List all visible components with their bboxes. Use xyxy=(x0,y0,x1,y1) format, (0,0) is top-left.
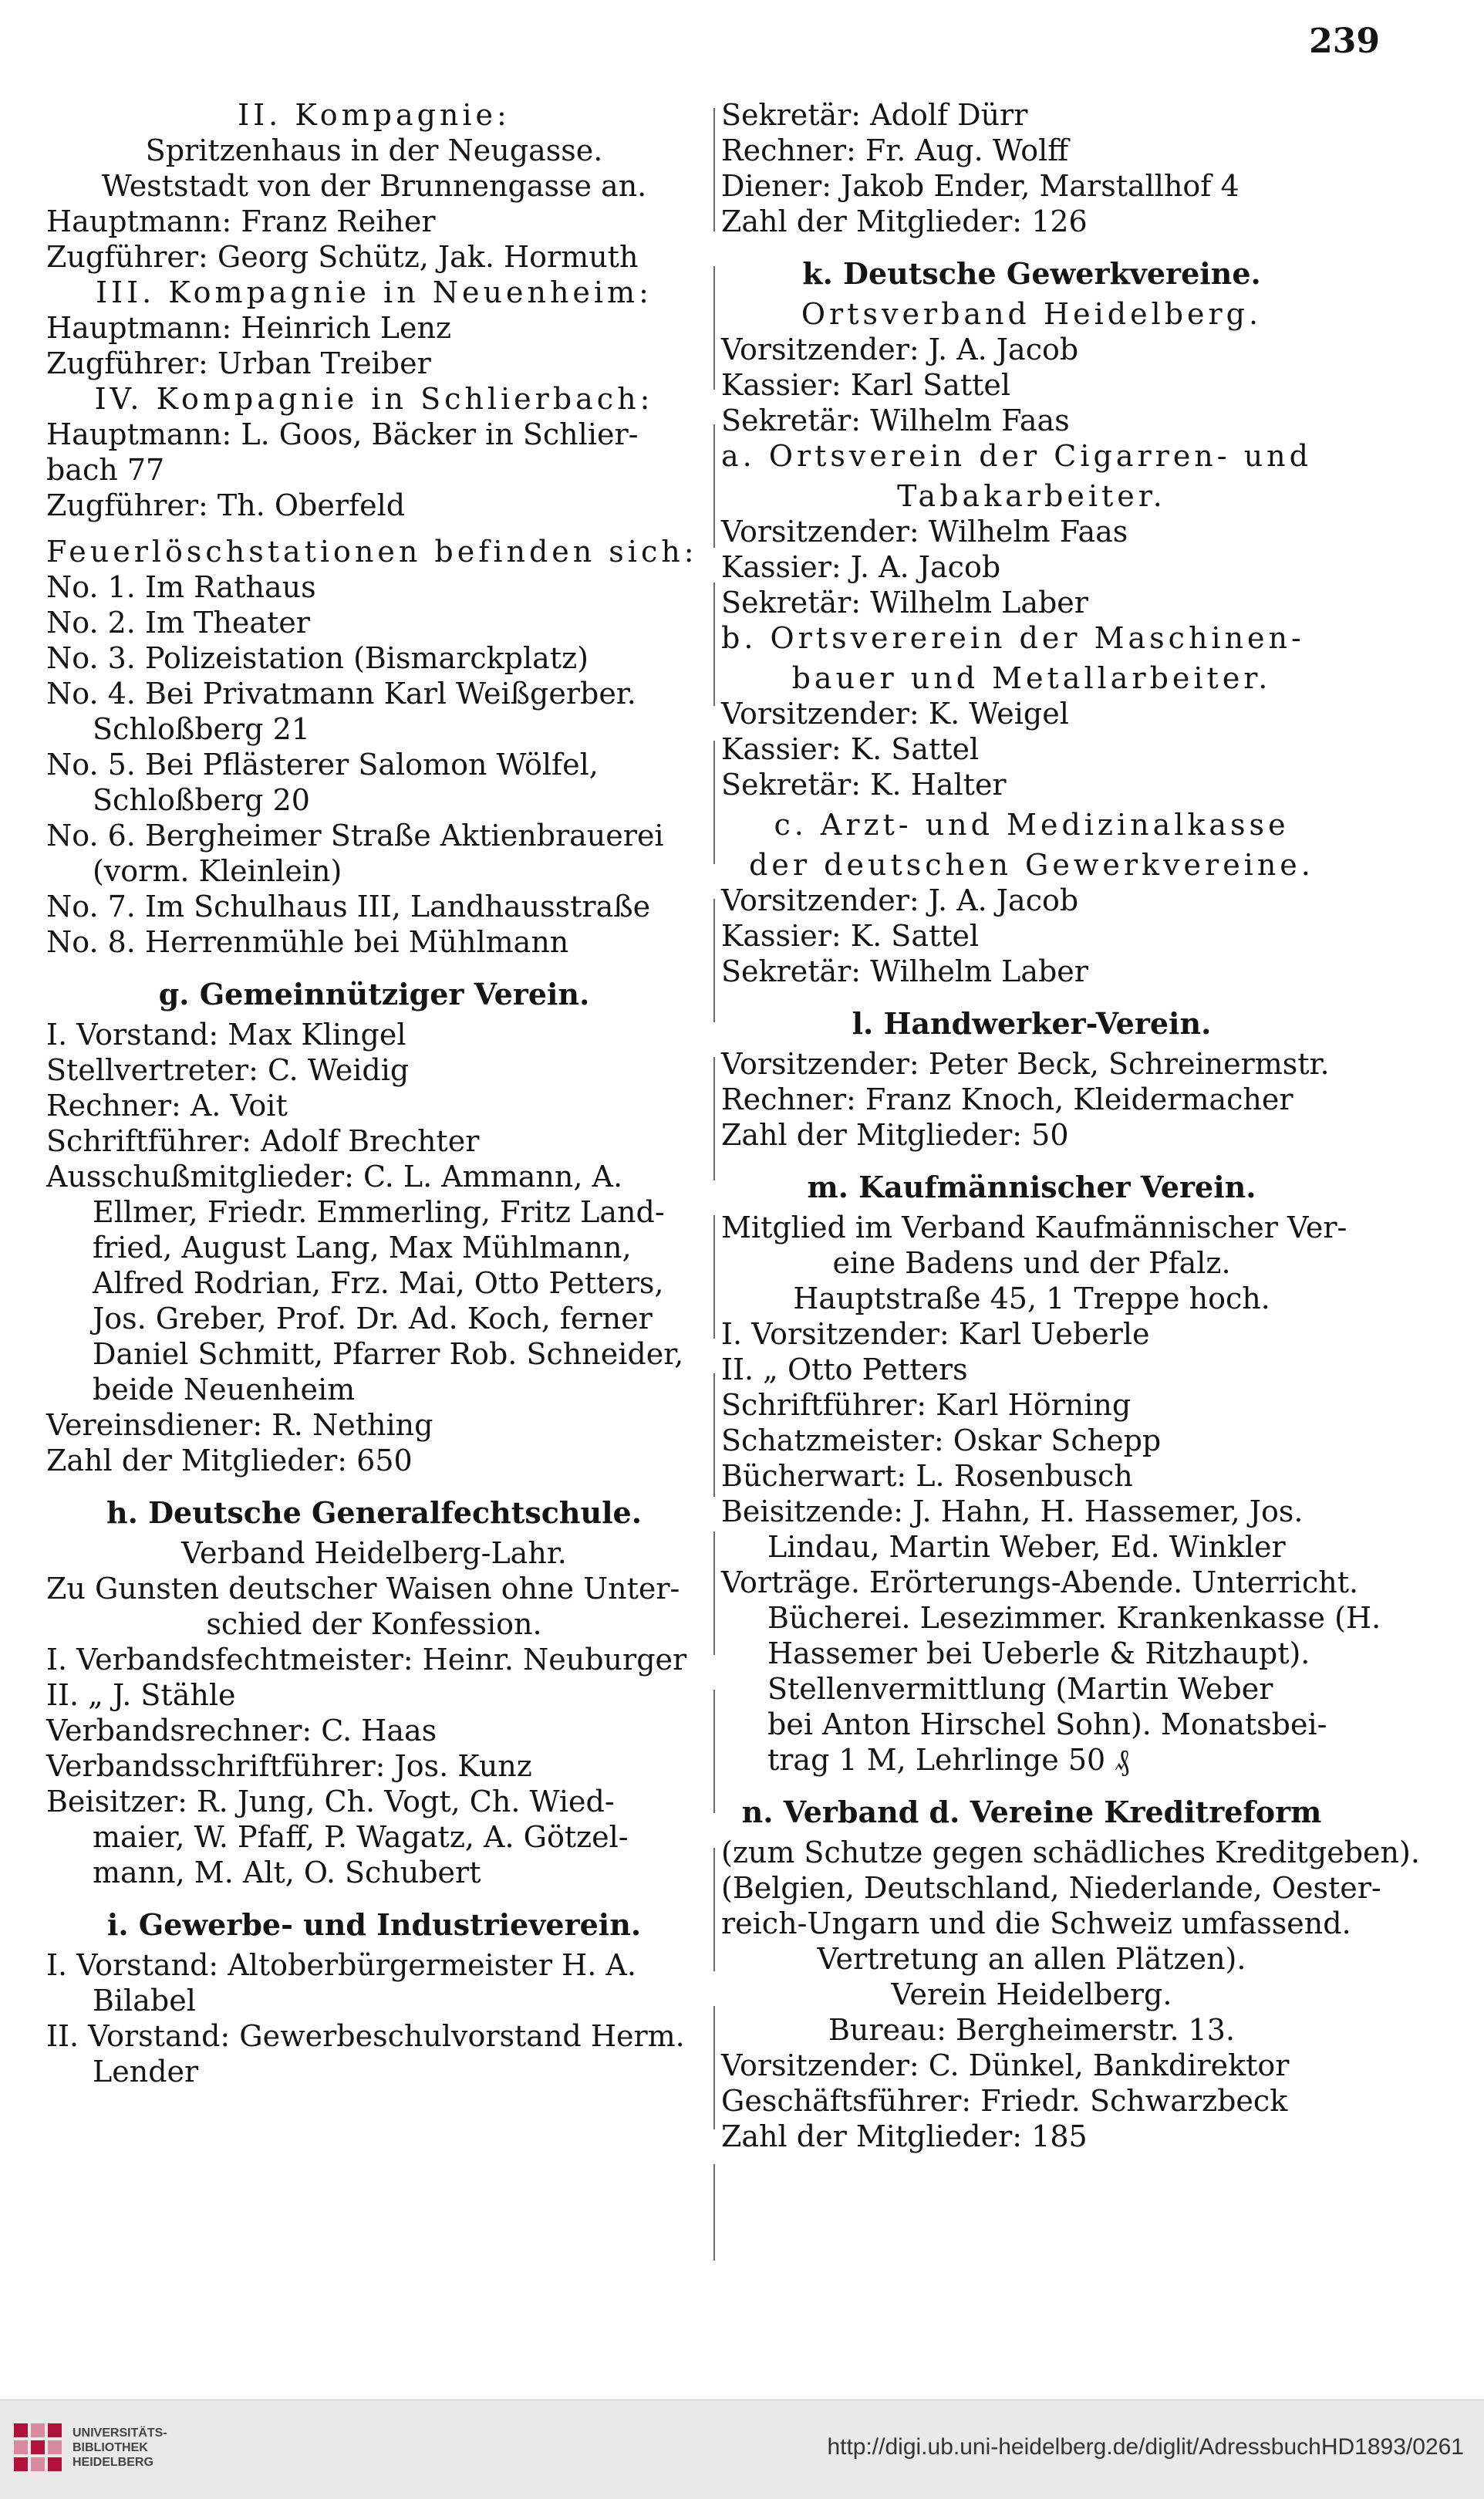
text-line: Schloßberg 21 xyxy=(93,712,310,746)
text-line: Zahl der Mitglieder: 126 xyxy=(721,204,1088,238)
text-line: Ausschußmitglieder: C. L. Ammann, A. xyxy=(46,1160,623,1194)
text-line: Zahl der Mitglieder: 185 xyxy=(721,2119,1088,2153)
text-line: Verband Heidelberg-Lahr. xyxy=(181,1536,567,1570)
text-line: Vorsitzender: Wilhelm Faas xyxy=(721,515,1128,549)
text-line: Sekretär: Wilhelm Laber xyxy=(721,586,1088,620)
text-line: reich-Ungarn und die Schweiz umfassend. xyxy=(721,1906,1351,1940)
column-divider xyxy=(713,108,715,2261)
text-line: Zugführer: Urban Treiber xyxy=(46,346,431,380)
text-line: IV. Kompagnie in Schlierbach: xyxy=(94,382,654,416)
text-line: I. Vorstand: Altoberbürgermeister H. A. xyxy=(46,1948,636,1982)
text-line: No. 6. Bergheimer Straße Aktienbrauerei xyxy=(46,819,664,853)
text-line: II. „ Otto Petters xyxy=(721,1352,968,1386)
text-line: Alfred Rodrian, Frz. Mai, Otto Petters, xyxy=(93,1266,664,1300)
section-heading: h. Deutsche Generalfechtschule. xyxy=(106,1495,642,1530)
text-line: Kassier: K. Sattel xyxy=(721,732,980,766)
text-line: Beisitzende: J. Hahn, H. Hassemer, Jos. xyxy=(721,1494,1304,1528)
text-line: No. 7. Im Schulhaus III, Landhausstraße xyxy=(46,890,651,924)
text-line: Weststadt von der Brunnengasse an. xyxy=(101,169,647,203)
text-line: Jos. Greber, Prof. Dr. Ad. Koch, ferner xyxy=(93,1302,653,1336)
text-line: Verbandsrechner: C. Haas xyxy=(46,1714,437,1748)
text-line: b. Ortsvererein der Maschinen- xyxy=(721,621,1305,655)
text-line: Vereinsdiener: R. Nething xyxy=(46,1408,433,1442)
text-line: I. Vorsitzender: Karl Ueberle xyxy=(721,1317,1150,1351)
text-line: bauer und Metallarbeiter. xyxy=(791,661,1272,695)
library-logo[interactable] xyxy=(14,2423,167,2471)
text-line: Vertretung an allen Plätzen). xyxy=(817,1942,1246,1976)
text-line: Bücherei. Lesezimmer. Krankenkasse (H. xyxy=(767,1601,1381,1635)
text-line: Bureau: Bergheimerstr. 13. xyxy=(828,2013,1236,2047)
text-line: Diener: Jakob Ender, Marstallhof 4 xyxy=(721,169,1239,203)
text-line: Kassier: K. Sattel xyxy=(721,919,980,953)
section-heading: k. Deutsche Gewerkvereine. xyxy=(802,256,1261,291)
right-column xyxy=(721,97,1420,2154)
text-line: Sekretär: Wilhelm Laber xyxy=(721,954,1088,988)
footer-bar xyxy=(0,2399,1484,2499)
text-line: Vorsitzender: J. A. Jacob xyxy=(721,883,1079,917)
text-line: Bücherwart: L. Rosenbusch xyxy=(721,1459,1133,1493)
text-line: Stellenvermittlung (Martin Weber xyxy=(767,1672,1273,1706)
section-heading: i. Gewerbe- und Industrieverein. xyxy=(106,1907,642,1942)
text-line: Stellvertreter: C. Weidig xyxy=(46,1053,410,1087)
text-line: mann, M. Alt, O. Schubert xyxy=(93,1856,481,1889)
text-line: I. Verbandsfechtmeister: Heinr. Neuburger xyxy=(46,1643,687,1677)
library-logo-icon xyxy=(14,2423,62,2471)
text-line: Zu Gunsten deutscher Waisen ohne Unter- xyxy=(46,1572,680,1606)
text-line: Lender xyxy=(93,2055,199,2089)
text-line: Zugführer: Th. Oberfeld xyxy=(46,488,406,522)
text-line: Vorträge. Erörterungs-Abende. Unterricht. xyxy=(721,1565,1359,1599)
text-line: No. 1. Im Rathaus xyxy=(46,570,316,604)
text-line: Rechner: A. Voit xyxy=(46,1089,288,1123)
text-line: Feuerlöschstationen befinden sich: xyxy=(46,535,698,569)
text-line: Tabakarbeiter. xyxy=(897,479,1166,513)
text-line: Verein Heidelberg. xyxy=(891,1977,1172,2011)
text-line: schied der Konfession. xyxy=(206,1607,542,1641)
text-line: II. Kompagnie: xyxy=(238,98,511,132)
section-heading: n. Verband d. Vereine Kreditreform xyxy=(741,1795,1322,1829)
text-line: No. 5. Bei Pflästerer Salomon Wölfel, xyxy=(46,748,599,782)
text-line: Bilabel xyxy=(93,1984,196,2018)
text-line: c. Arzt- und Medizinalkasse xyxy=(774,808,1290,842)
text-line: a. Ortsverein der Cigarren- und xyxy=(721,439,1312,473)
text-line: Hauptmann: L. Goos, Bäcker in Schlier- xyxy=(46,417,639,451)
text-line: Sekretär: K. Halter xyxy=(721,768,1007,802)
text-line: No. 8. Herrenmühle bei Mühlmann xyxy=(46,925,569,959)
text-line: Vorsitzender: J. A. Jacob xyxy=(721,333,1079,366)
text-line: Hauptmann: Heinrich Lenz xyxy=(46,311,452,345)
section-heading: m. Kaufmännischer Verein. xyxy=(807,1170,1256,1204)
text-line: Schriftführer: Karl Hörning xyxy=(721,1388,1132,1422)
text-line: (vorm. Kleinlein) xyxy=(93,854,342,888)
text-line: Schloßberg 20 xyxy=(93,783,310,817)
page-number: 239 xyxy=(1309,22,1380,61)
section-heading: l. Handwerker-Verein. xyxy=(852,1006,1212,1041)
text-line: Beisitzer: R. Jung, Ch. Vogt, Ch. Wied- xyxy=(46,1785,615,1819)
text-line: Sekretär: Adolf Dürr xyxy=(721,98,1028,132)
text-line: Zugführer: Georg Schütz, Jak. Hormuth xyxy=(46,240,639,274)
text-line: Vorsitzender: Peter Beck, Schreinermstr. xyxy=(721,1047,1330,1081)
text-line: Schatzmeister: Oskar Schepp xyxy=(721,1423,1162,1457)
text-line: No. 4. Bei Privatmann Karl Weißgerber. xyxy=(46,677,636,711)
text-line: No. 2. Im Theater xyxy=(46,606,310,640)
text-line: beide Neuenheim xyxy=(93,1373,356,1407)
text-line: Hassemer bei Ueberle & Ritzhaupt). xyxy=(767,1636,1310,1670)
text-line: maier, W. Pfaff, P. Wagatz, A. Götzel- xyxy=(93,1820,629,1854)
source-url[interactable]: http://digi.ub.uni-heidelberg.de/diglit/AdressbuchHD1893/0261 xyxy=(827,2434,1464,2460)
text-line: Vorsitzender: K. Weigel xyxy=(721,697,1069,731)
text-line: Sekretär: Wilhelm Faas xyxy=(721,404,1070,437)
text-line: No. 3. Polizeistation (Bismarckplatz) xyxy=(46,641,589,675)
text-line: Schriftführer: Adolf Brechter xyxy=(46,1124,480,1158)
text-line: eine Badens und der Pfalz. xyxy=(832,1246,1231,1280)
text-line: Vorsitzender: C. Dünkel, Bankdirektor xyxy=(721,2048,1290,2082)
text-line: I. Vorstand: Max Klingel xyxy=(46,1018,406,1052)
text-line: (zum Schutze gegen schädliches Kreditgeben). xyxy=(721,1835,1420,1869)
text-line: Hauptstraße 45, 1 Treppe hoch. xyxy=(793,1282,1270,1315)
text-line: Zahl der Mitglieder: 650 xyxy=(46,1444,413,1477)
text-line: II. „ J. Stähle xyxy=(46,1678,236,1712)
text-line: Geschäftsführer: Friedr. Schwarzbeck xyxy=(721,2084,1288,2118)
text-line: Verbandsschriftführer: Jos. Kunz xyxy=(46,1749,532,1783)
text-line: bach 77 xyxy=(46,453,165,487)
text-line: Lindau, Martin Weber, Ed. Winkler xyxy=(767,1530,1286,1564)
text-line: trag 1 M, Lehrlinge 50 ₰ xyxy=(767,1743,1130,1777)
text-line: Hauptmann: Franz Reiher xyxy=(46,204,436,238)
left-column xyxy=(46,97,702,2089)
text-line: Ortsverband Heidelberg. xyxy=(801,297,1263,331)
text-line: Ellmer, Friedr. Emmerling, Fritz Land- xyxy=(93,1195,665,1229)
text-line: Zahl der Mitglieder: 50 xyxy=(721,1118,1069,1152)
text-line: III. Kompagnie in Neuenheim: xyxy=(96,275,653,309)
text-line: fried, August Lang, Max Mühlmann, xyxy=(93,1231,632,1265)
text-line: Kassier: Karl Sattel xyxy=(721,368,1011,402)
text-line: Rechner: Franz Knoch, Kleidermacher xyxy=(721,1082,1293,1116)
text-line: der deutschen Gewerkvereine. xyxy=(749,848,1314,882)
text-line: (Belgien, Deutschland, Niederlande, Oester- xyxy=(721,1871,1381,1905)
text-line: II. Vorstand: Gewerbeschulvorstand Herm. xyxy=(46,2019,685,2053)
text-line: Rechner: Fr. Aug. Wolff xyxy=(721,133,1069,167)
text-line: Spritzenhaus in der Neugasse. xyxy=(145,133,603,167)
section-heading: g. Gemeinnütziger Verein. xyxy=(158,977,590,1011)
text-line: Daniel Schmitt, Pfarrer Rob. Schneider, xyxy=(93,1337,684,1371)
text-line: bei Anton Hirschel Sohn). Monatsbei- xyxy=(767,1707,1327,1741)
text-line: Mitglied im Verband Kaufmännischer Ver- xyxy=(721,1211,1347,1244)
text-line: Kassier: J. A. Jacob xyxy=(721,550,1001,584)
library-name: UNIVERSITÄTS- BIBLIOTHEK HEIDELBERG xyxy=(73,2426,167,2469)
